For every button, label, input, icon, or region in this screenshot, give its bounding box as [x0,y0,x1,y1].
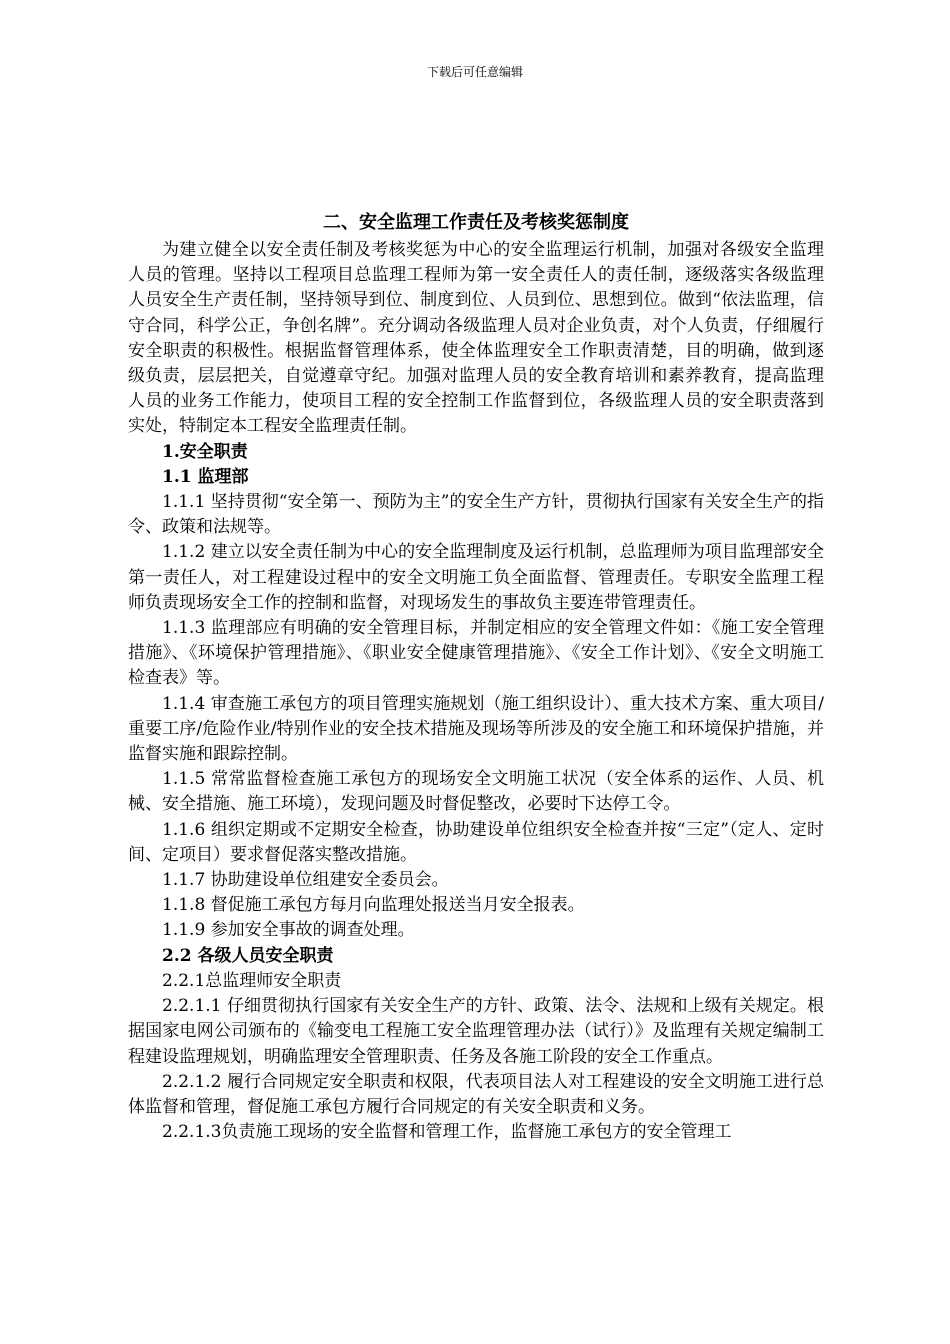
clause-1-1-1: 1.1.1 坚持贯彻“安全第一、预防为主”的安全生产方针，贯彻执行国家有关安全生产的指令、政策和法规等。 [128,492,824,538]
section-heading-1-1: 1.1 监理部 [162,466,249,487]
header-note: 下载后可任意编辑 [426,65,523,79]
clause-2-2-1-3: 2.2.1.3负责施工现场的安全监督和管理工作，监督施工承包方的安全管理工 [162,1122,732,1143]
section-heading-2-2: 2.2 各级人员安全职责 [162,945,334,966]
clause-2-2-1-2: 2.2.1.2 履行合同规定安全职责和权限，代表项目法人对工程建设的安全文明施工进行总体监督和管理，督促施工承包方履行合同规定的有关安全职责和义务。 [128,1071,824,1117]
clause-1-1-5: 1.1.5 常常监督检查施工承包方的现场安全文明施工状况（安全体系的运作、人员、机械、安全措施、施工环境），发现问题及时督促整改，必要时下达停工令。 [128,769,824,815]
clause-1-1-8: 1.1.8 督促施工承包方每月向监理处报送当月安全报表。 [162,895,585,916]
clause-1-1-7: 1.1.7 协助建设单位组建安全委员会。 [162,870,449,891]
intro-paragraph: 为建立健全以安全责任制及考核奖惩为中心的安全监理运行机制，加强对各级安全监理人员的管理。坚持以工程项目总监理工程师为第一安全责任人的责任制，逐级落实各级监理人员安全生产责任制，坚持领导到位、制度到位、人员到位、思想到位。做到“依法监理，信守合同，科学公正，争创名牌”。充分调动各级监理人员对企业负责，对个人负责，仔细履行安全职责的积极性。根据监督管理体系，使全体监理安全工作职责清楚，目的明确，做到逐级负责，层层把关，自觉遵章守纪。加强对监理人员的安全教育培训和素养教育，提高监理人员的业务工作能力，使项目工程的安全控制工作监督到位，各级监理人员的安全职责落到实处，特制定本工程安全监理责任制。 [128,240,824,437]
clause-1-1-6: 1.1.6 组织定期或不定期安全检查，协助建设单位组织安全检查并按“三定”（定人、定时间、定项目）要求督促落实整改措施。 [128,819,824,865]
document-title: 二、安全监理工作责任及考核奖惩制度 [323,212,629,233]
clause-2-2-1-1: 2.2.1.1 仔细贯彻执行国家有关安全生产的方针、政策、法令、法规和上级有关规定。根据国家电网公司颁布的《输变电工程施工安全监理管理办法（试行）》及监理有关规定编制工程建设监理规划，明确监理安全管理职责、任务及各施工阶段的安全工作重点。 [128,996,824,1067]
clause-1-1-9: 1.1.9 参加安全事故的调查处理。 [162,920,415,941]
clause-1-1-4: 1.1.4 审查施工承包方的项目管理实施规划（施工组织设计）、重大技术方案、重大项目/重要工序/危险作业/特别作业的安全技术措施及现场等所涉及的安全施工和环境保护措施，并监督实施和跟踪控制。 [128,693,824,765]
document-body [128,208,824,1145]
clause-1-1-3: 1.1.3 监理部应有明确的安全管理目标，并制定相应的安全管理文件如：《施工安全管理措施》、《环境保护管理措施》、《职业安全健康管理措施》、《安全工作计划》、《安全文明施工检查表》等。 [128,618,824,689]
section-heading-1: 1.安全职责 [162,441,248,462]
subsection-2-2-1: 2.2.1总监理师安全职责 [162,970,342,991]
clause-1-1-2: 1.1.2 建立以安全责任制为中心的安全监理制度及运行机制，总监理师为项目监理部安全第一责任人，对工程建设过程中的安全文明施工负全面监督、管理责任。专职安全监理工程师负责现场安全工作的控制和监督，对现场发生的事故负主要连带管理责任。 [128,542,824,613]
